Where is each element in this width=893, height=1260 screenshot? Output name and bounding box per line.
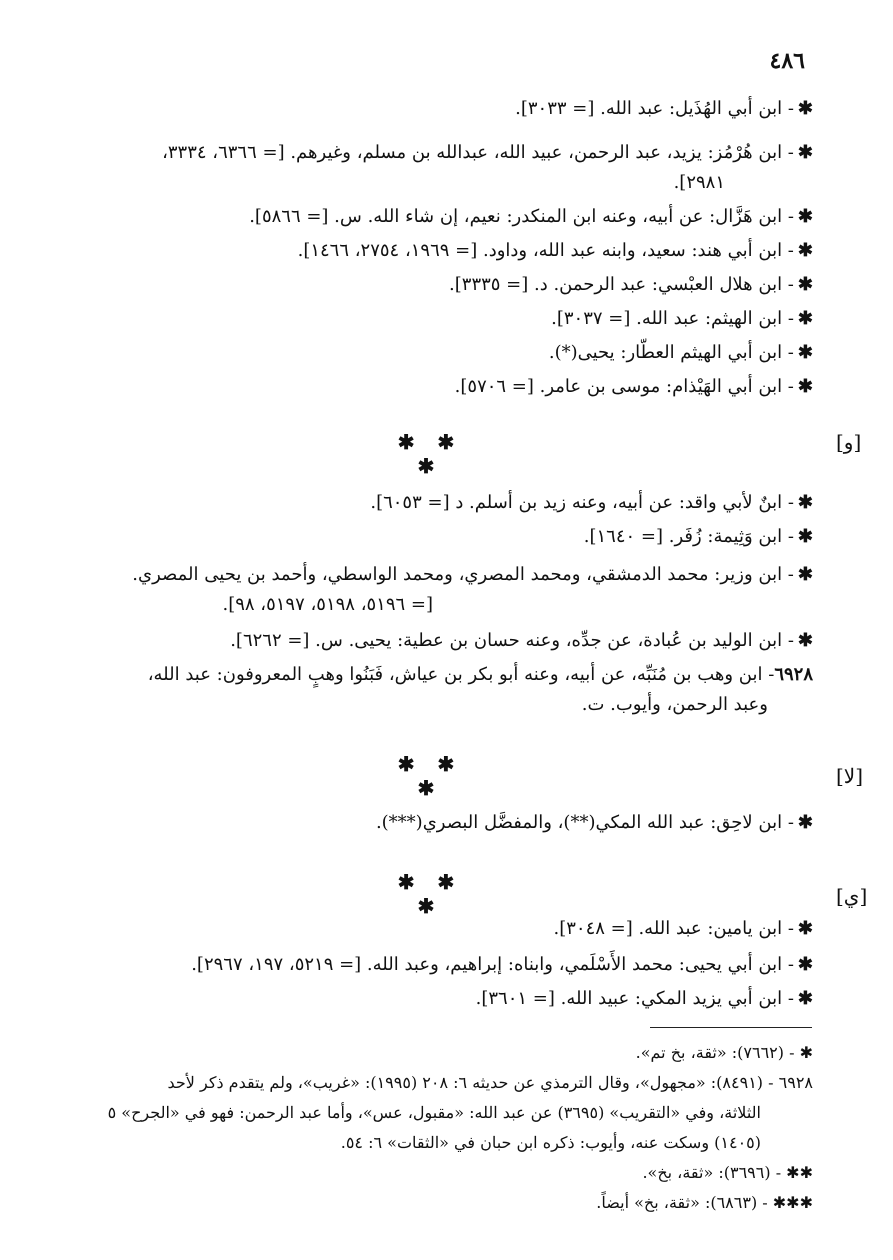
asterisk-icon: ✱ bbox=[797, 240, 813, 261]
section-letter-waw: [و] bbox=[836, 430, 862, 454]
entry-text: - ابنٌ لأبي واقد: عن أبيه، وعنه زيد بن أسلم. د [= ٦٠٥٣]. bbox=[370, 492, 794, 513]
asterisk-icon: ✱ bbox=[797, 274, 813, 295]
asterisk-icon: ✱ bbox=[797, 206, 813, 227]
footnote-2: ✱✱ - (٣٦٩٦): «ثقة، بخ». bbox=[642, 1163, 813, 1182]
entry-6928 bbox=[23, 660, 813, 720]
asterisk-icon: ✱ bbox=[797, 308, 813, 329]
entry-ibn-li-abi-waqid bbox=[43, 488, 813, 518]
entry-text: - ابن الوليد بن عُبادة، عن جدِّه، وعنه حسان بن عطية: يحيى. س. [= ٦٢٦٢]. bbox=[230, 630, 794, 651]
entry-text: - ابن وزير: محمد الدمشقي، ومحمد المصري، ومحمد الواسطي، وأحمد بن يحيى المصري. bbox=[132, 564, 794, 585]
entry-text: - ابن الهيثم: عبد الله. [= ٣٠٣٧]. bbox=[551, 308, 794, 329]
footnote-continuation: الثلاثة، وفي «التقريب» (٣٦٩٥) عن عبد الله: «مقبول، عس»، وأما عبد الرحمن: فهو في «الجرح» ٥ bbox=[107, 1103, 761, 1122]
section-separator: ✱ ✱ ✱ bbox=[397, 870, 463, 918]
section-separator: ✱ ✱ ✱ bbox=[397, 430, 463, 478]
entry-ibn-abi-hind bbox=[43, 236, 813, 266]
entry-ibn-hazzal bbox=[43, 202, 813, 232]
section-separator: ✱ ✱ ✱ bbox=[397, 752, 463, 800]
entry-ibn-hilal bbox=[43, 270, 813, 300]
footnote-continuation: (١٤٠٥) وسكت عنه، وأيوب: ذكره ابن حبان في «الثقات» ٦: ٥٤. bbox=[340, 1133, 761, 1152]
entry-number: ٦٩٢٨ bbox=[774, 664, 813, 685]
asterisk-icon: ✱ bbox=[797, 142, 813, 163]
entry-text: - ابن لاحِق: عبد الله المكي(**)، والمفضَّل البصري(***). bbox=[375, 812, 794, 833]
entry-ibn-hurmuz bbox=[43, 138, 813, 198]
entry-text: - ابن أبي هند: سعيد، وابنه عبد الله، وداود. [= ١٩٦٩، ٢٧٥٤، ١٤٦٦]. bbox=[297, 240, 794, 261]
asterisk-icon: ✱ bbox=[797, 526, 813, 547]
entry-text: - ابن أبي الهَيْذام: موسى بن عامر. [= ٥٧٠٦]. bbox=[454, 376, 794, 397]
entry-text: - ابن هُرْمُز: يزيد، عبد الرحمن، عبيد الله، عبدالله بن مسلم، وغيرهم. [= ٦٣٦٦، ٣٣٣٤، bbox=[162, 142, 794, 163]
section-letter-lam-alif: [لا] bbox=[836, 764, 864, 788]
footnote-3: ✱✱✱ - (٦٨٦٣): «ثقة، بخ» أيضاً. bbox=[596, 1193, 813, 1212]
asterisk-icon: ✱ bbox=[797, 630, 813, 651]
entry-ibn-abi-hudhayl bbox=[43, 94, 813, 124]
entry-ibn-abi-yazid bbox=[43, 984, 813, 1014]
entry-text: - ابن وَثِيمة: زُفَر. [= ١٦٤٠]. bbox=[583, 526, 794, 547]
entry-text: - ابن أبي يحيى: محمد الأَسْلَمي، وابناه: إبراهيم، وعبد الله. [= ٥٢١٩، ١٩٧، ٢٩٦٧]. bbox=[191, 954, 794, 975]
entry-text: - ابن هَزَّال: عن أبيه، وعنه ابن المنكدر: نعيم، إن شاء الله. س. [= ٥٨٦٦]. bbox=[249, 206, 794, 227]
entry-continuation: ٢٩٨١]. bbox=[673, 172, 725, 193]
asterisk-icon: ✱ bbox=[797, 98, 813, 119]
entry-text: - ابن وهب بن مُنَبِّه، عن أبيه، وعنه أبو بكر بن عياش، فَبَنُوا وهبٍ المعروفون: عبد الله، bbox=[147, 664, 775, 685]
asterisk-icon: ✱ bbox=[797, 564, 813, 585]
entry-ibn-al-walid bbox=[43, 626, 813, 656]
footnote-text: ٦٩٢٨ - (٨٤٩١): «مجهول»، وقال الترمذي عن حديثه ٦: ٢٠٨ (١٩٩٥): «غريب»، ولم يتقدم ذكر لأحد bbox=[167, 1073, 813, 1092]
entry-text: - ابن أبي الهُذَيل: عبد الله. [= ٣٠٣٣]. bbox=[515, 98, 794, 119]
entry-text: - ابن يامين: عبد الله. [= ٣٠٤٨]. bbox=[553, 918, 794, 939]
entry-ibn-yamin bbox=[43, 914, 813, 944]
footnote-divider bbox=[650, 1027, 812, 1028]
asterisk-icon: ✱ bbox=[797, 342, 813, 363]
page-number: ٤٨٦ bbox=[769, 48, 805, 74]
footnote-1: ✱ - (٧٦٦٢): «ثقة، بخ تم». bbox=[635, 1043, 813, 1062]
entry-ibn-lahiq bbox=[43, 808, 813, 838]
section-letter-ya: [ي] bbox=[836, 884, 868, 908]
entry-text: - ابن أبي يزيد المكي: عبيد الله. [= ٣٦٠١]. bbox=[475, 988, 794, 1009]
asterisk-icon: ✱ bbox=[797, 492, 813, 513]
asterisk-icon: ✱ bbox=[797, 954, 813, 975]
entry-ibn-al-haytham bbox=[43, 304, 813, 334]
asterisk-icon: ✱ bbox=[797, 988, 813, 1009]
entry-ibn-abi-al-haydham bbox=[43, 372, 813, 402]
entry-text: - ابن هلال العبْسي: عبد الرحمن. د. [= ٣٣٣٥]. bbox=[449, 274, 794, 295]
footnote-6928 bbox=[23, 1068, 813, 1158]
entry-continuation: [= ٥١٩٦، ٥١٩٨، ٥١٩٧، ٩٨]. bbox=[222, 594, 433, 615]
asterisk-icon: ✱ bbox=[797, 918, 813, 939]
entry-continuation: وعبد الرحمن، وأيوب. ت. bbox=[581, 694, 768, 715]
entry-ibn-abi-al-haytham bbox=[43, 338, 813, 368]
entry-ibn-wazir bbox=[13, 560, 813, 620]
entry-text: - ابن أبي الهيثم العطّار: يحيى(*). bbox=[548, 342, 794, 363]
asterisk-icon: ✱ bbox=[797, 812, 813, 833]
entry-ibn-abi-yahya bbox=[13, 950, 813, 980]
asterisk-icon: ✱ bbox=[797, 376, 813, 397]
entry-ibn-wathima bbox=[43, 522, 813, 552]
